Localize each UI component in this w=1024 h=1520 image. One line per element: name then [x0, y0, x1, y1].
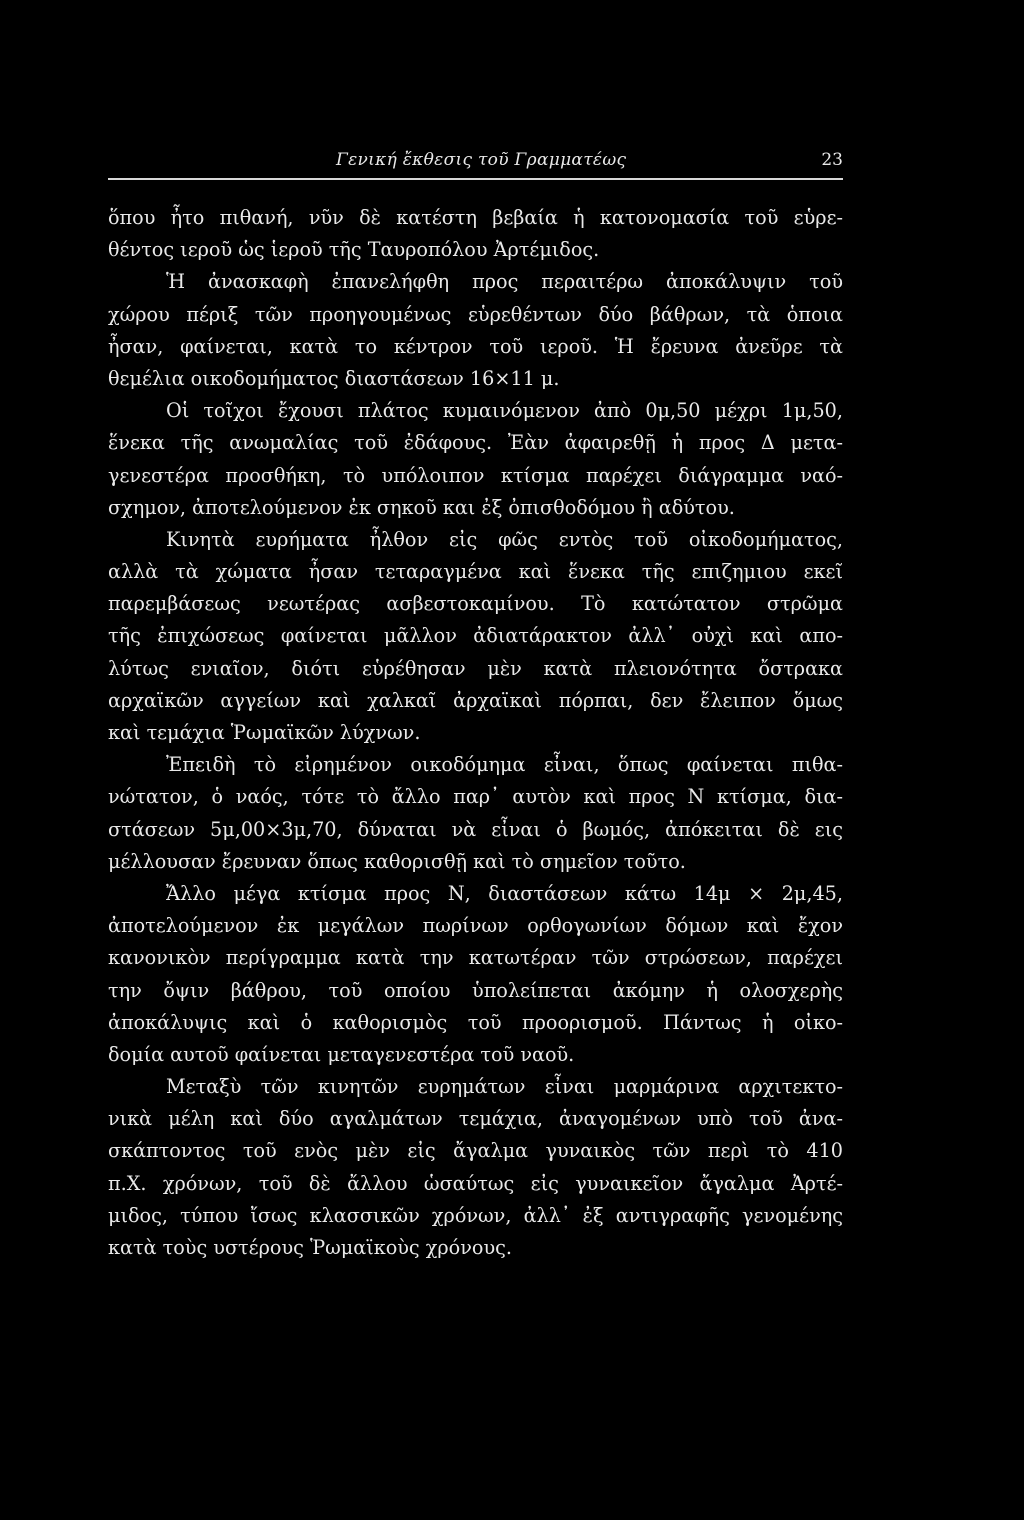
text-line: στάσεων 5μ,00×3μ,70, δύναται νὰ εἶναι ὁ βωμός, ἀπόκειται δὲ εις: [108, 817, 843, 841]
text-line: μιδος, τύπου ἴσως κλασσικῶν χρόνων, ἀλλ᾽ ἐξ αντιγραφῆς γενομένης: [108, 1203, 843, 1227]
text-line: γενεστέρα προσθήκη, τὸ υπόλοιπον κτίσμα παρέχει διάγραμμα ναό-: [108, 463, 843, 487]
text-line: ἀποτελούμενον ἐκ μεγάλων πωρίνων ορθογωνίων δόμων καὶ ἔχον: [108, 914, 843, 938]
body-text: [108, 202, 843, 1264]
text-line: αλλὰ τὰ χώματα ἦσαν τεταραγμένα καὶ ἕνεκα τῆς επιζημιου εκεῖ: [108, 560, 843, 584]
text-line: την ὄψιν βάθρου, τοῦ οποίου ὑπολείπεται ἀκόμην ἡ ολοσχερὴς: [108, 978, 843, 1002]
text-line: σχημον, ἀποτελούμενον ἐκ σηκοῦ και ἐξ ὀπισθοδόμου ἢ αδύτου.: [108, 495, 735, 519]
text-line: νώτατον, ὁ ναός, τότε τὸ ἄλλο παρ᾽ αυτὸν καὶ προς Ν κτίσμα, δια-: [108, 785, 843, 809]
text-line: θεμέλια οικοδομήματος διαστάσεων 16×11 μ.: [108, 366, 560, 390]
text-line: καὶ τεμάχια Ῥωμαϊκῶν λύχνων.: [108, 721, 421, 744]
text-line: σκάπτοντος τοῦ ενὸς μὲν εἰς ἄγαλμα γυναικὸς τῶν περὶ τὸ 410: [108, 1139, 843, 1163]
text-line: ἕνεκα τῆς ανωμαλίας τοῦ ἐδάφους. Ἐὰν ἀφαιρεθῇ ἡ προς Δ μετα-: [108, 431, 843, 455]
text-line: Κινητὰ ευρήματα ἦλθον εἰς φῶς εντὸς τοῦ οἰκοδομήματος,: [166, 527, 843, 551]
text-line: Ἡ ἀνασκαφὴ ἐπανελήφθη προς περαιτέρω ἀποκάλυψιν τοῦ: [166, 270, 843, 294]
text-line: Ἄλλο μέγα κτίσμα προς Ν, διαστάσεων κάτω 14μ × 2μ,45,: [166, 881, 843, 905]
running-title: Γενική ἔκθεσις τοῦ Γραμματέως: [336, 150, 627, 170]
text-line: π.Χ. χρόνων, τοῦ δὲ ἄλλου ὡσαύτως εἰς γυναικεῖον ἄγαλμα Ἀρτέ-: [108, 1171, 843, 1195]
book-page: [108, 0, 843, 1520]
text-line: δομία αυτοῦ φαίνεται μεταγενεστέρα τοῦ ναοῦ.: [108, 1042, 575, 1066]
text-line: παρεμβάσεως νεωτέρας ασβεστοκαμίνου. Τὸ κατώτατον στρῶμα: [108, 592, 843, 616]
text-line: τῆς ἐπιχώσεως φαίνεται μᾶλλον ἀδιατάρακτον ἀλλ᾽ οὐχὶ καὶ απο-: [108, 624, 843, 648]
text-line: ὅπου ἦτο πιθανή, νῦν δὲ κατέστη βεβαία ἡ κατονομασία τοῦ εὑρε-: [108, 206, 843, 229]
text-line: αρχαϊκῶν αγγείων καὶ χαλκαῖ ἀρχαϊκαὶ πόρπαι, δεν ἔλειπον ὅμως: [108, 688, 843, 712]
text-line: μέλλουσαν ἔρευναν ὅπως καθορισθῇ καὶ τὸ σημεῖον τοῦτο.: [108, 849, 686, 873]
text-line: θέντος ιεροῦ ὡς ἱεροῦ τῆς Ταυροπόλου Ἀρτέμιδος.: [108, 238, 600, 262]
text-line: κανονικὸν περίγραμμα κατὰ την κατωτέραν τῶν στρώσεων, παρέχει: [108, 946, 843, 970]
text-line: κατὰ τοὺς υστέρους Ῥωμαϊκοὺς χρόνους.: [108, 1236, 512, 1259]
text-line: Ἐπειδὴ τὸ εἰρημένον οικοδόμημα εἶναι, ὅπως φαίνεται πιθα-: [166, 753, 843, 777]
running-head: [108, 150, 843, 178]
text-line: Οἱ τοῖχοι ἔχουσι πλάτος κυμαινόμενον ἀπὸ 0μ,50 μέχρι 1μ,50,: [166, 399, 843, 423]
text-line: Μεταξὺ τῶν κινητῶν ευρημάτων εἶναι μαρμάρινα αρχιτεκτο-: [166, 1075, 843, 1099]
page-number: 23: [821, 150, 843, 170]
header-rule: [108, 178, 843, 180]
text-line: λύτως ενιαῖον, διότι εὑρέθησαν μὲν κατὰ πλειονότητα ὄστρακα: [108, 656, 843, 680]
text-line: ἀποκάλυψις καὶ ὁ καθορισμὸς τοῦ προορισμοῦ. Πάντως ἡ οἰκο-: [108, 1010, 843, 1034]
text-line: ἦσαν, φαίνεται, κατὰ το κέντρον τοῦ ιεροῦ. Ἡ ἔρευνα ἀνεῦρε τὰ: [108, 334, 843, 358]
text-line: νικὰ μέλη καὶ δύο αγαλμάτων τεμάχια, ἀναγομένων υπὸ τοῦ ἀνα-: [108, 1107, 843, 1131]
text-line: χώρου πέριξ τῶν προηγουμένως εὑρεθέντων δύο βάθρων, τὰ ὁποια: [108, 302, 843, 326]
